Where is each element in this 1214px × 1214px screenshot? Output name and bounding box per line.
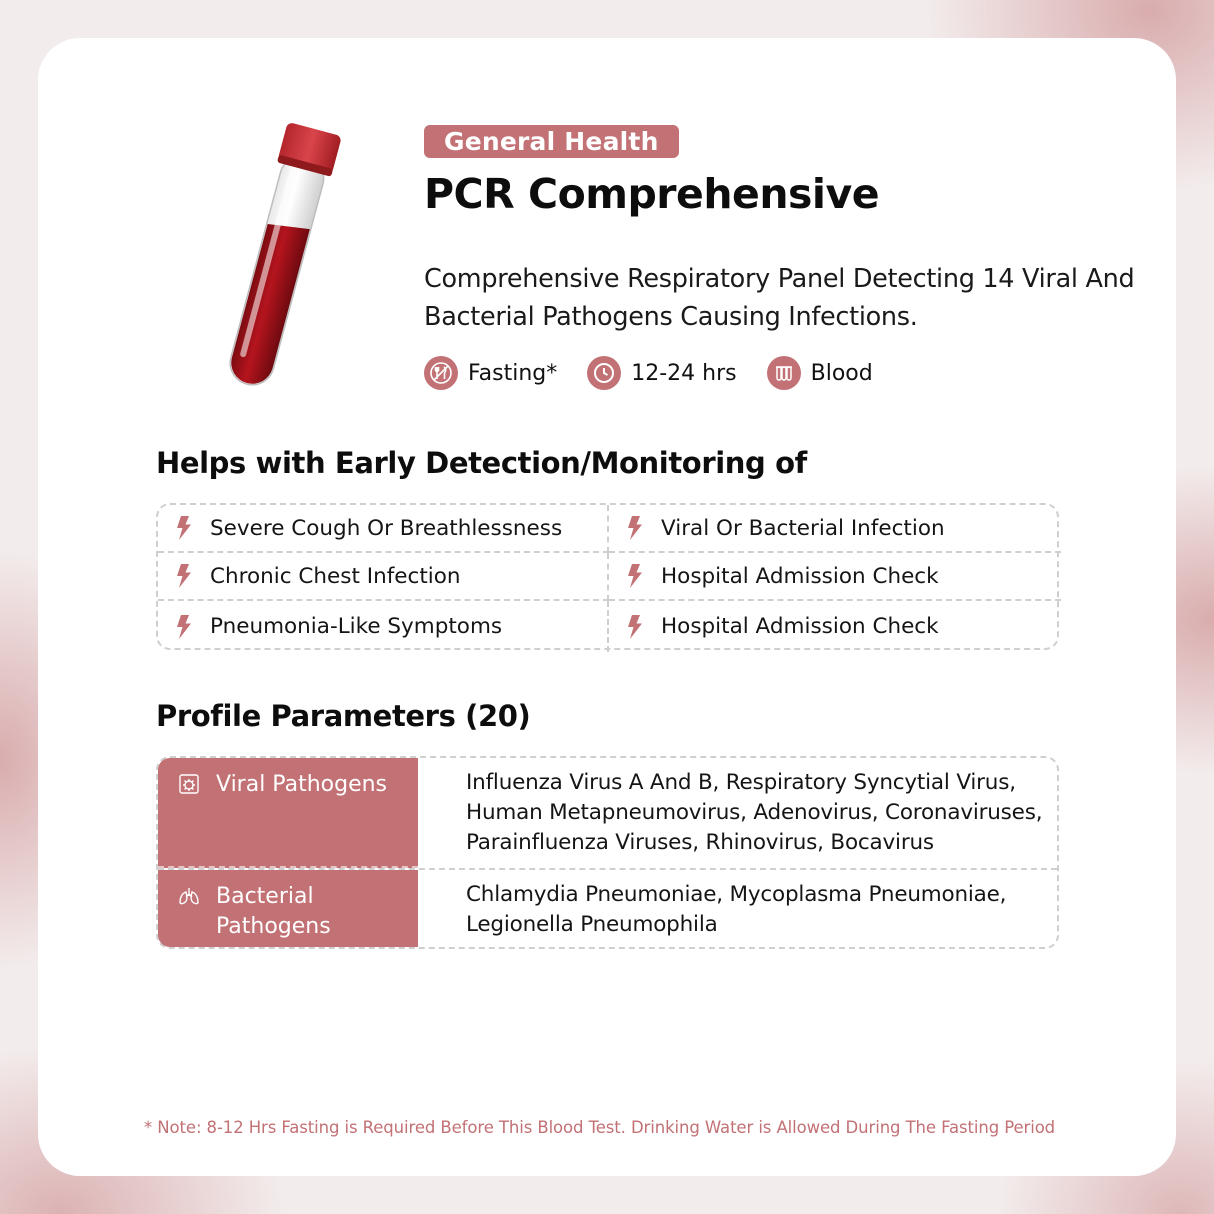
category-badge: General Health <box>424 125 679 158</box>
list-item: Hospital Admission Check <box>609 601 1061 652</box>
lightning-icon <box>627 615 643 639</box>
params-section-title: Profile Parameters (20) <box>156 699 531 733</box>
helps-list <box>156 503 1059 650</box>
fasting-note: * Note: 8-12 Hrs Fasting is Required Before This Blood Test. Drinking Water is Allowed During The Fasting Period <box>144 1118 1056 1137</box>
fasting-icon <box>424 356 458 390</box>
meta-fasting-label: Fasting* <box>468 360 558 386</box>
clock-icon <box>587 356 621 390</box>
test-meta <box>424 356 903 390</box>
test-description: Comprehensive Respiratory Panel Detecting 14 Viral And Bacterial Pathogens Causing Infections. <box>424 264 1135 332</box>
lightning-icon <box>176 564 192 588</box>
lightning-icon <box>627 564 643 588</box>
list-item: Severe Cough Or Breathlessness <box>158 505 609 553</box>
param-value: Chlamydia Pneumoniae, Mycoplasma Pneumoniae, Legionella Pneumophila <box>466 882 1007 937</box>
blood-test-tube-icon <box>196 120 346 395</box>
page-title: PCR Comprehensive <box>424 170 880 218</box>
lungs-icon <box>178 885 200 907</box>
lightning-icon <box>176 615 192 639</box>
meta-duration <box>587 356 736 390</box>
param-value: Influenza Virus A And B, Respiratory Syncytial Virus, Human Metapneumovirus, Adenovirus, Coronaviruses, Parainfluenza Viruses, Rhinovirus, Bocavirus <box>466 770 1043 855</box>
param-label-cell: Bacterial Pathogens <box>158 870 418 949</box>
list-item: Pneumonia-Like Symptoms <box>158 601 609 652</box>
params-table <box>156 756 1059 949</box>
table-row <box>158 758 1057 870</box>
virus-icon <box>178 773 200 795</box>
blood-tubes-icon <box>767 356 801 390</box>
meta-duration-label: 12-24 hrs <box>631 360 737 386</box>
lightning-icon <box>627 516 643 540</box>
list-item: Hospital Admission Check <box>609 553 1061 601</box>
list-item: Viral Or Bacterial Infection <box>609 505 1061 553</box>
helps-section-title: Helps with Early Detection/Monitoring of <box>156 446 807 480</box>
meta-fasting <box>424 356 557 390</box>
lightning-icon <box>176 516 192 540</box>
param-label-cell: Viral Pathogens <box>158 758 418 868</box>
meta-sample-label: Blood <box>810 360 873 386</box>
list-item: Chronic Chest Infection <box>158 553 609 601</box>
table-row <box>158 870 1057 949</box>
meta-sample <box>767 356 873 390</box>
